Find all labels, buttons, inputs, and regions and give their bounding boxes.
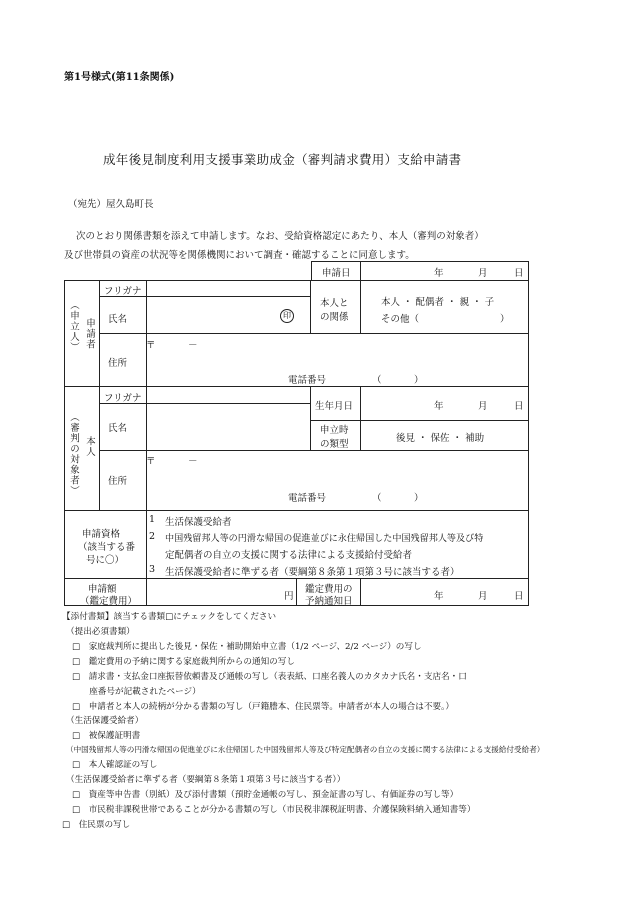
appraisal-date-label-1: 鑑定費用の [305, 584, 353, 595]
date-year: 年 [434, 268, 444, 279]
required-item-1[interactable]: □ 家庭裁判所に提出した後見・保佐・補助開始申立書（1/2 ページ、2/2 ページ）の写し [72, 642, 422, 652]
required-item-2[interactable]: □ 鑑定費用の予納に関する家庭裁判所からの通知の写し [72, 657, 295, 667]
required-item-4[interactable]: □ 申請者と本人の続柄が分かる書類の写し（戸籍謄本、住民票等。申請者が本人の場合は不要。） [72, 702, 454, 712]
qualification-3-text: 生活保護受給者に準ずる者（要綱第８条第１項第３号に該当する者） [165, 567, 460, 578]
subject-postal-mark: 〒 [146, 456, 156, 467]
appraisal-year: 年 [434, 591, 444, 602]
petition-type-label-2: の類型 [320, 439, 349, 450]
required-item-3-cont: 座番号が記載されたページ） [72, 687, 201, 697]
subject-furigana-label: フリガナ [104, 393, 142, 404]
page-title: 成年後見制度利用支援事業助成金（審判請求費用）支給申請書 [103, 152, 462, 167]
date-day: 日 [514, 268, 524, 279]
amount-label-2: （鑑定費用） [80, 596, 138, 607]
subject-phone-label: 電話番号 [288, 493, 327, 504]
quasi-item-1[interactable]: □ 資産等申告書（別紙）及び添付書類（預貯金通帳の写し、預金証書の写し、有価証券の写し等） [72, 790, 459, 800]
subject-postal-dash: － [188, 456, 198, 467]
relation-other-close: ） [500, 314, 510, 325]
qualification-1-num: 1 [149, 514, 156, 525]
birth-day: 日 [514, 401, 524, 412]
subject-name-label: 氏名 [108, 423, 128, 434]
qualification-2-num: 2 [149, 531, 156, 542]
applicant-furigana-label: フリガナ [104, 286, 142, 297]
intro-line-1: 次のとおり関係書類を添えて申請します。なお、受給資格認定にあたり、本人（審判の対象者） [76, 231, 484, 242]
subject-address-label: 住所 [108, 476, 128, 487]
subject-phone-close: ） [414, 493, 424, 504]
relation-other-open: その他（ [381, 314, 420, 325]
qualification-1-text: 生活保護受給者 [165, 517, 232, 528]
application-date-label: 申請日 [322, 268, 351, 279]
applicant-postal-mark: 〒 [146, 340, 156, 351]
required-item-3[interactable]: □ 請求書・支払金口座振替依頼書及び通帳の写し（表表紙、口座名義人のカタカナ氏名・支店名・口 [72, 672, 467, 682]
relation-options: 本人 ・ 配偶者 ・ 親 ・ 子 [381, 297, 495, 308]
appraisal-month: 月 [478, 591, 488, 602]
qualification-2-text: 中国残留邦人等の円滑な帰国の促進並びに永住帰国した中国残留邦人等及び特 [165, 534, 484, 544]
form-number: 第1号様式(第11条関係) [64, 72, 175, 83]
welfare-header: （生活保護受給者） [66, 716, 144, 726]
birth-year: 年 [434, 401, 444, 412]
intro-line-2: 及び世帯員の資産の状況等を関係機関において調査・確認することに同意します。 [64, 250, 415, 261]
last-item[interactable]: □ 住民票の写し [62, 820, 131, 830]
chinese-item-1[interactable]: □ 本人確認証の写し [72, 760, 158, 770]
required-header: （提出必須書類） [66, 627, 135, 637]
applicant-phone-open: （ [372, 375, 382, 386]
subject-phone-open: （ [372, 493, 382, 504]
applicant-paren-label: （申立人） [68, 300, 79, 353]
seal-mark: 印 [280, 309, 294, 323]
qualification-label-1: 申請資格 [82, 529, 121, 540]
appraisal-date-label-2: 予納通知日 [305, 596, 353, 607]
addressee: （宛先）屋久島町長 [68, 199, 154, 210]
chinese-header: （中国残留邦人等の円滑な帰国の促進並びに永住帰国した中国残留邦人等及び特定配偶者の自立の支援に関する法律による支援給付受給者） [66, 745, 545, 754]
applicant-label: 申請者 [84, 318, 95, 350]
birth-month: 月 [478, 401, 488, 412]
applicant-phone-label: 電話番号 [288, 375, 327, 386]
welfare-item-1[interactable]: □ 被保護証明書 [72, 731, 141, 741]
qualification-3-num: 3 [149, 564, 156, 575]
appraisal-day: 日 [514, 591, 524, 602]
subject-label: 本人 [84, 436, 95, 457]
subject-paren-label: （審判の対象者） [68, 412, 79, 496]
applicant-phone-close: ） [414, 375, 424, 386]
quasi-item-2[interactable]: □ 市民税非課税世帯であることが分かる書類の写し（市民税非課税証明書、介護保険料納入通知書等） [72, 805, 476, 815]
qualification-label-2: （該当する番 [78, 542, 136, 553]
attachments-header: 【添付書類】該当する書類□にチェックをしてください [62, 612, 277, 622]
relation-label-1: 本人と [320, 298, 349, 309]
qualification-label-3: 号に〇） [86, 555, 125, 566]
birth-label: 生年月日 [315, 401, 354, 412]
yen-label: 円 [284, 591, 294, 602]
amount-label-1: 申請額 [88, 584, 117, 595]
date-month: 月 [478, 268, 488, 279]
petition-type-label-1: 申立時 [320, 425, 349, 436]
quasi-header: （生活保護受給者に準ずる者（要綱第８条第１項第３号に該当する者）） [66, 775, 346, 785]
applicant-address-label: 住所 [108, 358, 128, 369]
relation-label-2: の関係 [320, 312, 349, 323]
applicant-name-label: 氏名 [108, 314, 128, 325]
qualification-2-text-cont: 定配偶者の自立の支援に関する法律による支援給付受給者 [165, 550, 413, 561]
applicant-postal-dash: － [188, 340, 198, 351]
petition-types: 後見 ・ 保佐 ・ 補助 [396, 433, 485, 444]
